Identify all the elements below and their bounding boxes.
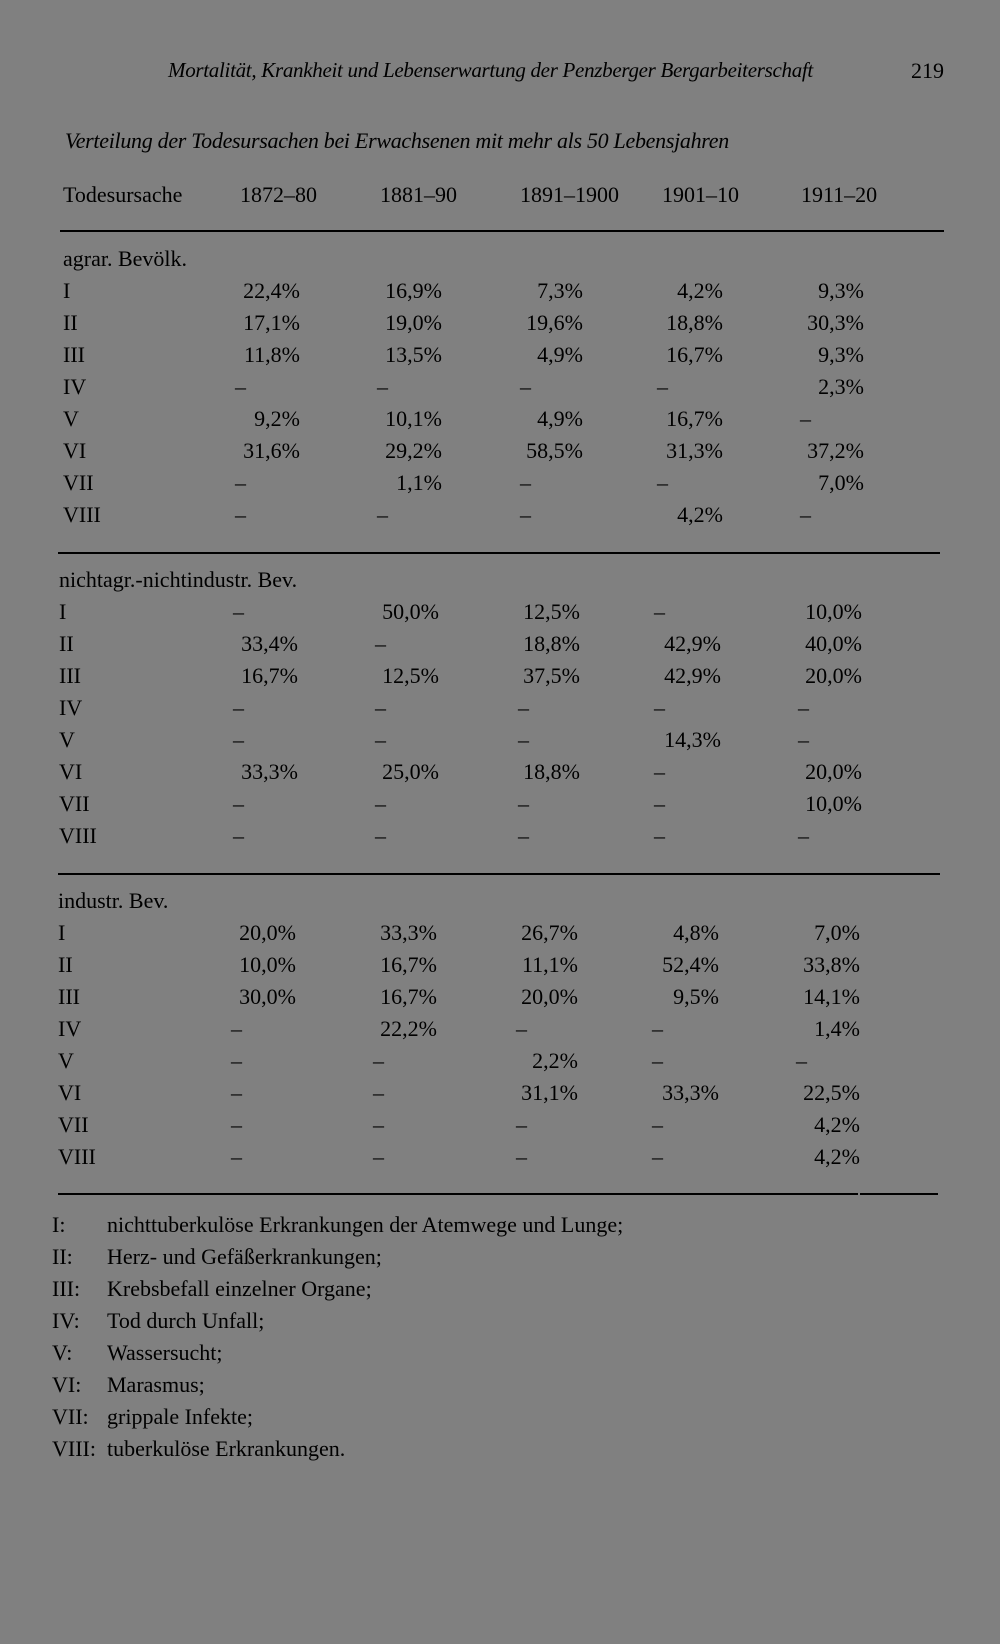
table-cell: –: [231, 1048, 242, 1073]
column-header-1872-80: 1872–80: [240, 182, 317, 207]
table-cell: –: [796, 1048, 807, 1073]
table-cell: –: [373, 1112, 384, 1137]
table-cell: –: [375, 631, 386, 656]
row-label-cause: III: [58, 984, 80, 1009]
table-cell: 4,2%: [677, 502, 723, 527]
table-cell: 20,0%: [239, 920, 296, 945]
table-cell: 31,6%: [243, 438, 300, 463]
row-label-cause: IV: [58, 1016, 82, 1041]
table-cell: –: [233, 695, 244, 720]
legend-text: tuberkulöse Erkrankungen.: [107, 1436, 346, 1461]
table-cell: 37,5%: [523, 663, 580, 688]
table-cell: 14,1%: [803, 984, 860, 1009]
table-cell: –: [654, 599, 665, 624]
table-cell: 42,9%: [664, 631, 721, 656]
legend-text: grippale Infekte;: [107, 1404, 253, 1429]
table-cell: –: [520, 502, 531, 527]
table-cell: 52,4%: [662, 952, 719, 977]
table-cell: 13,5%: [385, 342, 442, 367]
table-cell: 33,4%: [241, 631, 298, 656]
table-cell: –: [375, 791, 386, 816]
table-cell: –: [518, 695, 529, 720]
row-label-cause: I: [58, 920, 66, 945]
table-cell: –: [231, 1112, 242, 1137]
table-cell: 14,3%: [664, 727, 721, 752]
legend-key: I:: [52, 1212, 66, 1237]
table-cell: –: [798, 695, 809, 720]
table-cell: 18,8%: [523, 631, 580, 656]
table-cell: –: [235, 374, 246, 399]
table-cell: –: [654, 695, 665, 720]
table-cell: –: [516, 1112, 527, 1137]
table-cell: –: [377, 374, 388, 399]
table-cell: –: [652, 1112, 663, 1137]
table-cell: 7,0%: [814, 920, 860, 945]
table-cell: –: [233, 599, 244, 624]
table-cell: 58,5%: [526, 438, 583, 463]
table-cell: 7,0%: [818, 470, 864, 495]
table-cell: 31,3%: [666, 438, 723, 463]
row-label-cause: VI: [59, 759, 83, 784]
row-label-cause: VII: [59, 791, 90, 816]
row-label-cause: VIII: [59, 823, 97, 848]
legend-key: VII:: [52, 1404, 89, 1429]
row-label-cause: II: [63, 310, 78, 335]
table-cell: –: [652, 1048, 663, 1073]
table-cell: –: [520, 470, 531, 495]
table-cell: 10,1%: [385, 406, 442, 431]
table-cell: 16,7%: [380, 984, 437, 1009]
row-label-cause: VIII: [58, 1144, 96, 1169]
table-cell: –: [231, 1080, 242, 1105]
table-cell: 19,0%: [385, 310, 442, 335]
row-label-cause: V: [59, 727, 75, 752]
legend-text: Tod durch Unfall;: [107, 1308, 265, 1333]
row-label-cause: VI: [63, 438, 87, 463]
table-cell: 16,9%: [385, 278, 442, 303]
table-cell: –: [375, 695, 386, 720]
table-cell: 40,0%: [805, 631, 862, 656]
row-label-cause: II: [59, 631, 74, 656]
legend-key: VIII:: [52, 1436, 96, 1461]
header-rule: [60, 230, 944, 232]
legend-key: VI:: [52, 1372, 82, 1397]
legend-key: V:: [52, 1340, 73, 1365]
table-cell: 31,1%: [521, 1080, 578, 1105]
table-cell: 10,0%: [805, 791, 862, 816]
table-cell: 29,2%: [385, 438, 442, 463]
table-cell: 16,7%: [666, 406, 723, 431]
table-cell: –: [516, 1144, 527, 1169]
table-cell: 30,0%: [239, 984, 296, 1009]
table-cell: 4,9%: [537, 406, 583, 431]
table-cell: 1,1%: [396, 470, 442, 495]
section-divider-1: [58, 552, 940, 554]
table-cell: 9,2%: [254, 406, 300, 431]
table-cell: 16,7%: [666, 342, 723, 367]
table-cell: 18,8%: [523, 759, 580, 784]
table-cell: –: [520, 374, 531, 399]
row-label-cause: IV: [63, 374, 87, 399]
table-cell: 22,5%: [803, 1080, 860, 1105]
table-cell: 12,5%: [523, 599, 580, 624]
section-label: industr. Bev.: [58, 888, 169, 913]
column-header-cause: Todesursache: [63, 182, 183, 207]
table-cell: 30,3%: [807, 310, 864, 335]
table-cell: –: [375, 727, 386, 752]
legend-text: Krebsbefall einzelner Organe;: [107, 1276, 372, 1301]
legend-text: Herz- und Gefäßerkrankungen;: [107, 1244, 382, 1269]
table-cell: –: [233, 727, 244, 752]
table-cell: –: [518, 791, 529, 816]
table-cell: 11,1%: [521, 952, 578, 977]
table-cell: –: [518, 823, 529, 848]
table-cell: –: [235, 470, 246, 495]
table-cell: 33,3%: [662, 1080, 719, 1105]
row-label-cause: III: [63, 342, 85, 367]
row-label-cause: VII: [58, 1112, 89, 1137]
table-cell: 12,5%: [382, 663, 439, 688]
table-cell: 2,2%: [532, 1048, 578, 1073]
row-label-cause: IV: [59, 695, 83, 720]
column-header-1911-20: 1911–20: [801, 182, 878, 207]
table-bottom-rule: [58, 1193, 858, 1195]
row-label-cause: VIII: [63, 502, 101, 527]
legend-text: Marasmus;: [107, 1372, 205, 1397]
table-cell: –: [657, 470, 668, 495]
page-number: 219: [911, 58, 944, 83]
table-cell: 37,2%: [807, 438, 864, 463]
table-cell: –: [373, 1144, 384, 1169]
table-cell: –: [231, 1016, 242, 1041]
table-cell: –: [654, 823, 665, 848]
table-cell: 25,0%: [382, 759, 439, 784]
table-cell: –: [377, 502, 388, 527]
legend-key: II:: [52, 1244, 73, 1269]
table-cell: –: [516, 1016, 527, 1041]
table-cell: 10,0%: [805, 599, 862, 624]
table-cell: 11,8%: [243, 342, 300, 367]
table-cell: –: [654, 791, 665, 816]
table-cell: 10,0%: [239, 952, 296, 977]
running-header-title: Mortalität, Krankheit und Lebenserwartung der Penzberger Bergarbeiterschaft: [168, 58, 813, 82]
table-title: Verteilung der Todesursachen bei Erwachsenen mit mehr als 50 Lebensjahren: [65, 128, 729, 153]
section-label: nichtagr.-nichtindustr. Bev.: [59, 567, 298, 592]
table-cell: 4,9%: [537, 342, 583, 367]
table-cell: –: [518, 727, 529, 752]
row-label-cause: VI: [58, 1080, 82, 1105]
table-cell: 22,4%: [243, 278, 300, 303]
table-cell: –: [652, 1016, 663, 1041]
column-header-1891-1900: 1891–1900: [520, 182, 619, 207]
table-cell: 9,3%: [818, 342, 864, 367]
row-label-cause: I: [63, 278, 71, 303]
table-cell: –: [798, 823, 809, 848]
table-cell: –: [798, 727, 809, 752]
legend-key: III:: [52, 1276, 81, 1301]
table-cell: –: [657, 374, 668, 399]
table-cell: 26,7%: [521, 920, 578, 945]
table-cell: –: [375, 823, 386, 848]
table-cell: 4,2%: [814, 1112, 860, 1137]
section-label: agrar. Bevölk.: [63, 246, 188, 271]
row-label-cause: I: [59, 599, 67, 624]
table-cell: 16,7%: [380, 952, 437, 977]
table-cell: 18,8%: [666, 310, 723, 335]
table-cell: –: [800, 406, 811, 431]
column-header-1901-10: 1901–10: [662, 182, 739, 207]
table-cell: 50,0%: [382, 599, 439, 624]
table-cell: 42,9%: [664, 663, 721, 688]
table-bottom-rule-end: [860, 1193, 938, 1195]
table-cell: –: [233, 823, 244, 848]
row-label-cause: II: [58, 952, 73, 977]
section-divider-2: [58, 873, 940, 875]
legend-key: IV:: [52, 1308, 80, 1333]
table-cell: 9,5%: [673, 984, 719, 1009]
table-cell: 4,2%: [814, 1144, 860, 1169]
table-cell: –: [373, 1080, 384, 1105]
row-label-cause: VII: [63, 470, 94, 495]
legend-text: nichttuberkulöse Erkrankungen der Atemwege und Lunge;: [107, 1212, 624, 1237]
row-label-cause: V: [58, 1048, 74, 1073]
table-cell: 19,6%: [526, 310, 583, 335]
table-cell: 17,1%: [243, 310, 300, 335]
table-cell: 2,3%: [818, 374, 864, 399]
row-label-cause: V: [63, 406, 79, 431]
table-cell: –: [373, 1048, 384, 1073]
row-label-cause: III: [59, 663, 81, 688]
table-cell: 4,8%: [673, 920, 719, 945]
table-cell: 9,3%: [818, 278, 864, 303]
column-header-1881-90: 1881–90: [380, 182, 457, 207]
table-cell: –: [231, 1144, 242, 1169]
table-cell: 20,0%: [805, 663, 862, 688]
table-cell: 33,3%: [241, 759, 298, 784]
table-cell: 4,2%: [677, 278, 723, 303]
table-cell: –: [652, 1144, 663, 1169]
table-cell: 16,7%: [241, 663, 298, 688]
table-cell: –: [235, 502, 246, 527]
table-cell: 33,8%: [803, 952, 860, 977]
table-cell: 1,4%: [814, 1016, 860, 1041]
table-cell: 22,2%: [380, 1016, 437, 1041]
table-cell: –: [654, 759, 665, 784]
legend-text: Wassersucht;: [107, 1340, 223, 1365]
table-cell: 7,3%: [537, 278, 583, 303]
table-cell: –: [800, 502, 811, 527]
table-cell: 20,0%: [521, 984, 578, 1009]
table-cell: –: [233, 791, 244, 816]
table-cell: 20,0%: [805, 759, 862, 784]
table-cell: 33,3%: [380, 920, 437, 945]
